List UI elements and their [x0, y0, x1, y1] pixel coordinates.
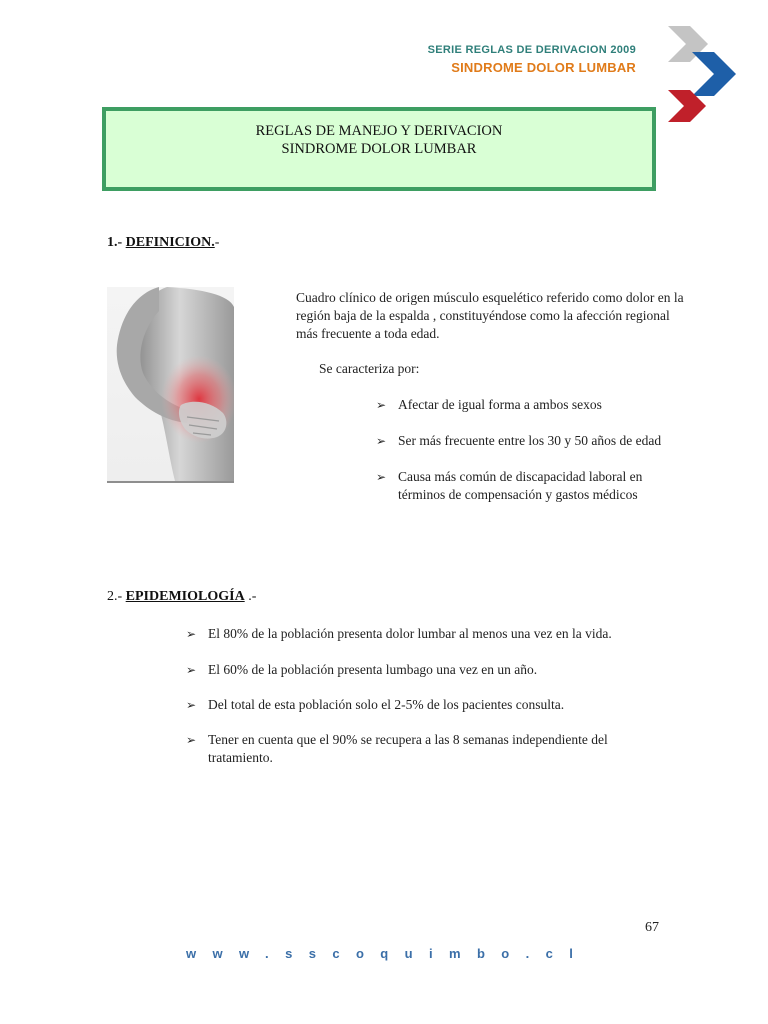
- section-1-heading: [107, 235, 219, 251]
- section-1-number: 1.-: [107, 235, 123, 250]
- section-2-suffix: .-: [244, 589, 257, 604]
- section-1-suffix: -: [214, 235, 220, 250]
- logo-chevrons-icon: [664, 22, 742, 128]
- epidemiology-list: [186, 625, 656, 767]
- bullet-arrow-icon: ➢: [186, 733, 197, 747]
- page-number: 67: [645, 920, 659, 935]
- lower-back-illustration: [107, 287, 234, 481]
- title-box: [102, 107, 656, 191]
- section-2-number: 2.-: [107, 589, 123, 604]
- list-item: ➢ Tener en cuenta que el 90% se recupera a las 8 semanas independiente del tratamiento.: [186, 732, 608, 765]
- list-item: ➢ Ser más frecuente entre los 30 y 50 años de edad: [376, 433, 662, 448]
- section-2-title: EPIDEMIOLOGÍA: [125, 589, 245, 604]
- list-item: ➢ El 80% de la población presenta dolor lumbar al menos una vez en la vida.: [186, 626, 612, 641]
- bullet-arrow-icon: ➢: [186, 627, 197, 641]
- list-item: ➢ Del total de esta población solo el 2-5% de los pacientes consulta.: [186, 697, 565, 712]
- series-label: SERIE REGLAS DE DERIVACION 2009: [427, 44, 636, 56]
- bullet-arrow-icon: ➢: [376, 434, 387, 448]
- definition-paragraph: Cuadro clínico de origen músculo esquelético referido como dolor en la región baja de la espalda , constituyéndose como la afección regional más frecuente a toda edad.: [296, 290, 684, 341]
- lower-back-pain-photo: [107, 287, 234, 483]
- bullet-arrow-icon: ➢: [376, 470, 387, 484]
- title-line-1: REGLAS DE MANEJO Y DERIVACION: [255, 123, 503, 139]
- list-item: ➢ El 60% de la población presenta lumbago una vez en un año.: [186, 662, 538, 677]
- title-line-2: SINDROME DOLOR LUMBAR: [281, 141, 477, 157]
- characterized-by-intro: Se caracteriza por:: [319, 361, 420, 376]
- bullet-arrow-icon: ➢: [376, 398, 387, 412]
- section-2-heading: [107, 589, 256, 605]
- list-item: ➢ Afectar de igual forma a ambos sexos: [376, 397, 602, 412]
- header-subtitle: SINDROME DOLOR LUMBAR: [451, 60, 636, 75]
- list-item: ➢ Causa más común de discapacidad laboral en términos de compensación y gastos médicos: [376, 469, 643, 502]
- bullet-arrow-icon: ➢: [186, 663, 197, 677]
- section-1-title: DEFINICION.: [125, 235, 215, 250]
- characteristics-list: [376, 396, 676, 504]
- footer-website: www.sscoquimbo.cl: [186, 946, 590, 961]
- bullet-arrow-icon: ➢: [186, 698, 197, 712]
